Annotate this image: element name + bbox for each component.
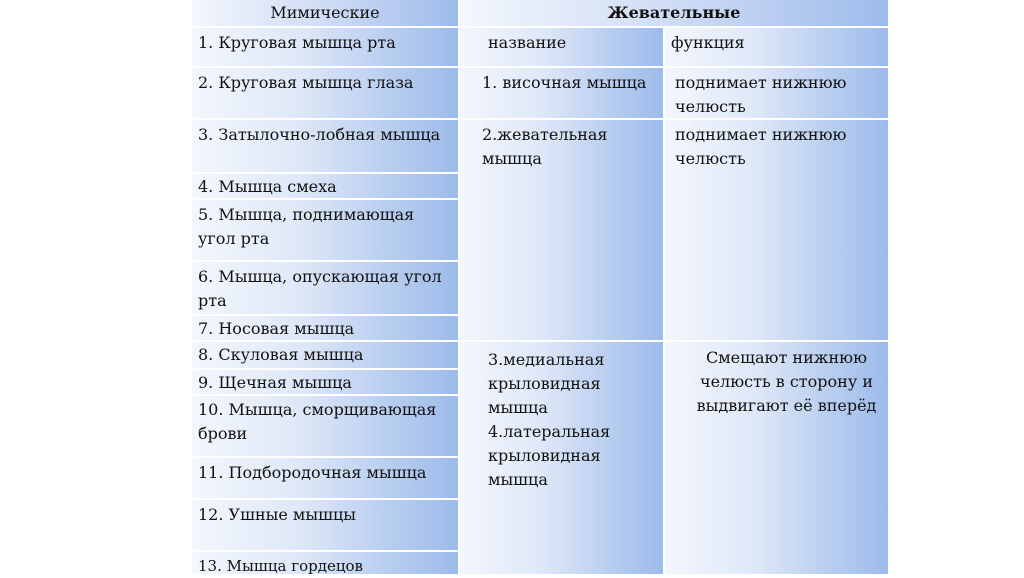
mimic-row-12: 12. Ушные мышцы	[192, 500, 458, 550]
muscles-table	[192, 0, 888, 574]
masticatory-name-1: 1. височная мышца	[460, 68, 663, 118]
header-mimic: Мимические	[192, 0, 458, 26]
mimic-row-9: 9. Щечная мышца	[192, 370, 458, 394]
mimic-row-4: 4. Мышца смеха	[192, 174, 458, 198]
mimic-row-1: 1. Круговая мышца рта	[192, 28, 458, 66]
mimic-row-2: 2. Круговая мышца глаза	[192, 68, 458, 118]
col-name-header: название	[460, 28, 663, 66]
mimic-row-7: 7. Носовая мышца	[192, 316, 458, 340]
mimic-row-6: 6. Мышца, опускающая угол рта	[192, 262, 458, 314]
mimic-row-13: 13. Мышца гордецов	[192, 552, 458, 574]
header-masticatory: Жевательные	[460, 0, 888, 26]
masticatory-function-3: Смещают нижнюю челюсть в сторону и выдвигают её вперёд	[665, 342, 888, 574]
mimic-row-3: 3. Затылочно-лобная мышца	[192, 120, 458, 172]
masticatory-function-2: поднимает нижнюю челюсть	[665, 120, 888, 340]
mimic-row-11: 11. Подбородочная мышца	[192, 458, 458, 498]
mimic-row-8: 8. Скуловая мышца	[192, 342, 458, 368]
col-function-header: функция	[665, 28, 888, 66]
masticatory-function-1: поднимает нижнюю челюсть	[665, 68, 888, 118]
masticatory-name-2: 2.жевательная мышца	[460, 120, 663, 340]
masticatory-name-3: 3.медиальная крыловидная мышца 4.латеральная крыловидная мышца	[460, 342, 663, 574]
mimic-row-10: 10. Мышца, сморщивающая брови	[192, 396, 458, 456]
mimic-row-5: 5. Мышца, поднимающая угол рта	[192, 200, 458, 260]
